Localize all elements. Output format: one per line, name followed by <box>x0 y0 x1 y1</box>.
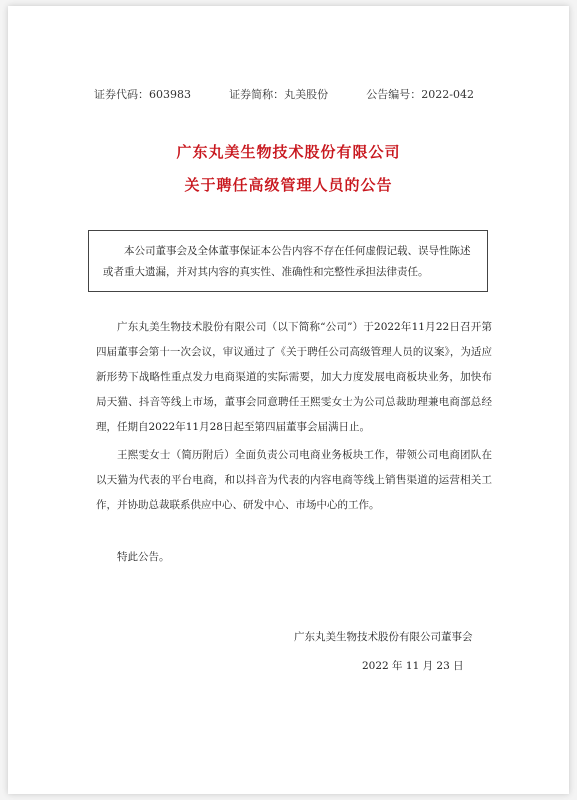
disclaimer-box <box>88 230 488 292</box>
body-paragraph-3 <box>96 545 492 570</box>
announcement-title: 关于聘任高级管理人员的公告 <box>184 176 393 194</box>
signature-org: 广东丸美生物技术股份有限公司董事会 <box>294 631 473 643</box>
notice-number: 公告编号：2022-042 <box>366 88 474 101</box>
paragraph-text: 广东丸美生物技术股份有限公司（以下简称“公司”）于2022年11月22日召开第四届董事会第十一次会议，审议通过了《关于聘任公司高级管理人员的议案》，为适应新形势下战略性重点发力电商渠道的实际需要，加大力度发展电商板块业务，加快布局天猫、抖音等线上市场，董事会同意聘任王熙雯女士为公司总裁助理兼电商部总经理，任期自2022年11月28日起至第四届董事会届满日止。 <box>96 321 492 433</box>
paragraph-text: 王熙雯女士（简历附后）全面负责公司电商业务板块工作，带领公司电商团队在以天猫为代表的平台电商，和以抖音为代表的内容电商等线上销售渠道的运营相关工作，并协助总裁联系供应中心、研发中心、市场中心的工作。 <box>96 449 492 511</box>
company-title: 广东丸美生物技术股份有限公司 <box>176 143 401 161</box>
header-info <box>94 86 474 102</box>
stock-code: 证券代码：603983 <box>94 88 191 101</box>
document-page <box>8 6 569 794</box>
paragraph-text: 特此公告。 <box>117 551 170 563</box>
stock-name: 证券简称：丸美股份 <box>229 88 329 101</box>
body-paragraph-2 <box>96 443 492 518</box>
disclaimer-text: 本公司董事会及全体董事保证本公告内容不存在任何虚假记载、误导性陈述或者重大遗漏，并对其内容的真实性、准确性和完整性承担法律责任。 <box>103 245 471 278</box>
body-paragraph-1 <box>96 315 492 440</box>
signature-date: 2022 年 11 月 23 日 <box>362 660 464 672</box>
